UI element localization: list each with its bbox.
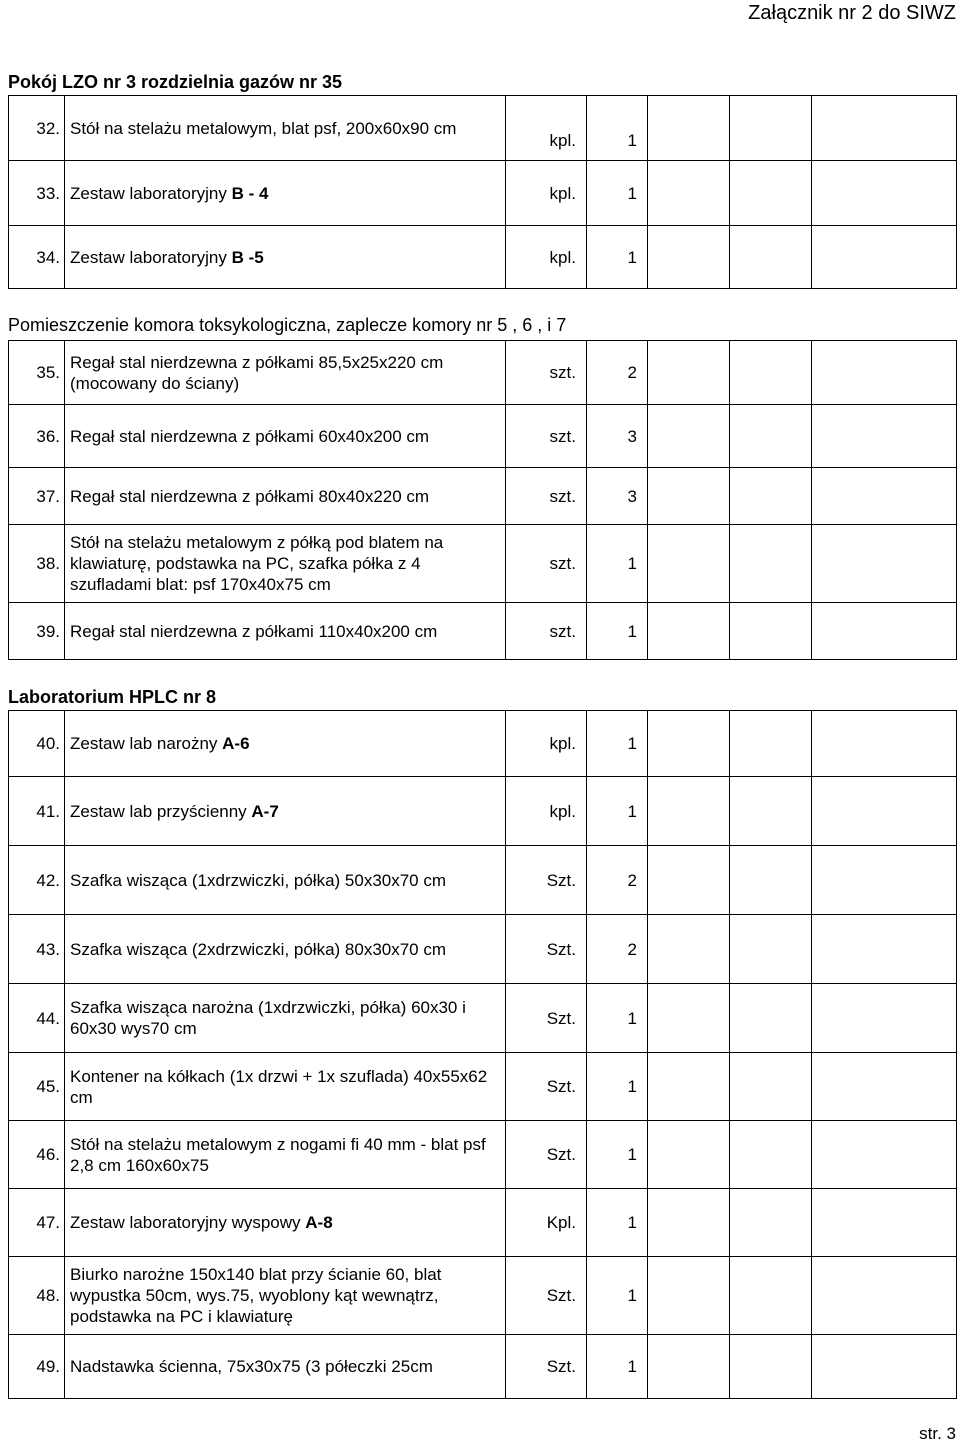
item-description-text: Zestaw laboratoryjny wyspowy <box>70 1213 306 1232</box>
empty-cell <box>812 915 957 984</box>
table-row <box>9 915 957 984</box>
empty-cell <box>812 1257 957 1335</box>
empty-cell <box>730 1053 812 1121</box>
item-unit: Szt. <box>506 1257 587 1335</box>
table-row <box>9 341 957 405</box>
item-number: 42. <box>9 846 65 915</box>
item-description-text: Zestaw lab narożny <box>70 734 223 753</box>
item-unit: szt. <box>506 525 587 603</box>
table-row <box>9 846 957 915</box>
section-title-hplc: Laboratorium HPLC nr 8 <box>8 687 217 707</box>
item-quantity: 1 <box>587 1257 648 1335</box>
item-description: Szafka wisząca (2xdrzwiczki, półka) 80x30x70 cm <box>65 915 506 984</box>
empty-cell <box>812 405 957 468</box>
empty-cell <box>648 1121 730 1189</box>
table-row <box>9 1189 957 1257</box>
item-quantity: 3 <box>587 405 648 468</box>
item-unit: szt. <box>506 405 587 468</box>
table-row <box>9 1257 957 1335</box>
empty-cell <box>730 711 812 777</box>
item-quantity: 1 <box>587 984 648 1053</box>
item-code: B -5 <box>231 247 264 267</box>
item-unit: szt. <box>506 603 587 660</box>
item-code: A-7 <box>251 801 279 821</box>
empty-cell <box>730 161 812 226</box>
table-row <box>9 161 957 226</box>
empty-cell <box>648 915 730 984</box>
empty-cell <box>648 226 730 289</box>
item-quantity: 1 <box>587 161 648 226</box>
item-number: 40. <box>9 711 65 777</box>
empty-cell <box>648 984 730 1053</box>
item-unit: Szt. <box>506 1053 587 1121</box>
item-unit: Szt. <box>506 846 587 915</box>
item-description: Stół na stelażu metalowym z nogami fi 40 mm - blat psf 2,8 cm 160x60x75 <box>65 1121 506 1189</box>
table-row <box>9 405 957 468</box>
item-quantity: 1 <box>587 711 648 777</box>
item-quantity: 1 <box>587 1053 648 1121</box>
item-number: 45. <box>9 1053 65 1121</box>
item-description: Szafka wisząca (1xdrzwiczki, półka) 50x30x70 cm <box>65 846 506 915</box>
item-description: Regał stal nierdzewna z półkami 110x40x200 cm <box>65 603 506 660</box>
item-number: 47. <box>9 1189 65 1257</box>
empty-cell <box>812 984 957 1053</box>
items-table-toxicology <box>8 340 957 660</box>
empty-cell <box>648 711 730 777</box>
empty-cell <box>812 96 957 161</box>
item-number: 41. <box>9 777 65 846</box>
item-description <box>65 777 506 846</box>
empty-cell <box>648 1257 730 1335</box>
item-unit: Szt. <box>506 1335 587 1399</box>
item-number: 35. <box>9 341 65 405</box>
item-quantity: 1 <box>587 603 648 660</box>
item-quantity: 2 <box>587 846 648 915</box>
empty-cell <box>812 603 957 660</box>
item-description: Kontener na kółkach (1x drzwi + 1x szuflada) 40x55x62 cm <box>65 1053 506 1121</box>
empty-cell <box>730 1335 812 1399</box>
item-number: 44. <box>9 984 65 1053</box>
empty-cell <box>812 777 957 846</box>
table-row <box>9 1053 957 1121</box>
item-quantity: 1 <box>587 1189 648 1257</box>
item-quantity: 2 <box>587 915 648 984</box>
empty-cell <box>730 341 812 405</box>
item-quantity: 2 <box>587 341 648 405</box>
item-number: 48. <box>9 1257 65 1335</box>
section-title-lzo: Pokój LZO nr 3 rozdzielnia gazów nr 35 <box>8 72 343 92</box>
empty-cell <box>812 1335 957 1399</box>
table-row <box>9 525 957 603</box>
item-unit: szt. <box>506 341 587 405</box>
table-row <box>9 226 957 289</box>
items-table-hplc <box>8 710 957 1399</box>
empty-cell <box>648 341 730 405</box>
item-description-text: Zestaw laboratoryjny <box>70 183 232 203</box>
item-number: 46. <box>9 1121 65 1189</box>
item-description: Regał stal nierdzewna z półkami 80x40x220 cm <box>65 468 506 525</box>
table-row <box>9 1335 957 1399</box>
item-unit: Kpl. <box>506 1189 587 1257</box>
item-description: Regał stal nierdzewna z półkami 85,5x25x220 cm (mocowany do ściany) <box>65 341 506 405</box>
item-code: A-6 <box>222 734 250 753</box>
empty-cell <box>730 1189 812 1257</box>
item-unit: kpl. <box>506 711 587 777</box>
item-unit: kpl. <box>506 161 587 226</box>
item-number: 36. <box>9 405 65 468</box>
empty-cell <box>812 1189 957 1257</box>
empty-cell <box>812 1121 957 1189</box>
table-row <box>9 603 957 660</box>
empty-cell <box>730 915 812 984</box>
empty-cell <box>730 603 812 660</box>
item-description <box>65 711 506 777</box>
item-description-text: Zestaw laboratoryjny <box>70 247 232 267</box>
item-description-text: Zestaw lab przyścienny <box>70 801 252 821</box>
item-description: Stół na stelażu metalowym, blat psf, 200x60x90 cm <box>65 96 506 161</box>
table-row <box>9 96 957 161</box>
item-quantity: 1 <box>587 1121 648 1189</box>
empty-cell <box>812 711 957 777</box>
table-row <box>9 777 957 846</box>
item-description: Stół na stelażu metalowym z półką pod blatem na klawiaturę, podstawka na PC, szafka półka z 4 szufladami blat: psf 170x40x75 cm <box>65 525 506 603</box>
item-code: B - 4 <box>231 183 269 203</box>
item-quantity: 1 <box>587 525 648 603</box>
empty-cell <box>730 777 812 846</box>
empty-cell <box>812 226 957 289</box>
empty-cell <box>730 226 812 289</box>
item-description: Nadstawka ścienna, 75x30x75 (3 półeczki 25cm <box>65 1335 506 1399</box>
items-table-lzo <box>8 95 957 289</box>
item-number: 49. <box>9 1335 65 1399</box>
empty-cell <box>648 603 730 660</box>
table-row <box>9 984 957 1053</box>
item-description <box>65 1189 506 1257</box>
item-description: Regał stal nierdzewna z półkami 60x40x200 cm <box>65 405 506 468</box>
empty-cell <box>730 96 812 161</box>
item-number: 37. <box>9 468 65 525</box>
item-number: 39. <box>9 603 65 660</box>
item-unit: kpl. <box>506 96 587 161</box>
item-description <box>65 226 506 289</box>
empty-cell <box>730 405 812 468</box>
empty-cell <box>730 984 812 1053</box>
empty-cell <box>730 846 812 915</box>
empty-cell <box>730 1121 812 1189</box>
empty-cell <box>648 1189 730 1257</box>
empty-cell <box>812 341 957 405</box>
item-number: 43. <box>9 915 65 984</box>
item-number: 38. <box>9 525 65 603</box>
item-quantity: 1 <box>587 1335 648 1399</box>
item-number: 34. <box>9 226 65 289</box>
item-unit: Szt. <box>506 1121 587 1189</box>
item-number: 32. <box>9 96 65 161</box>
empty-cell <box>648 525 730 603</box>
empty-cell <box>648 846 730 915</box>
empty-cell <box>730 1257 812 1335</box>
empty-cell <box>648 405 730 468</box>
item-number: 33. <box>9 161 65 226</box>
item-quantity: 1 <box>587 96 648 161</box>
empty-cell <box>648 96 730 161</box>
empty-cell <box>648 1335 730 1399</box>
empty-cell <box>812 1053 957 1121</box>
item-description: Biurko narożne 150x140 blat przy ścianie 60, blat wypustka 50cm, wys.75, wyoblony kąt wewnątrz, podstawka na PC i klawiaturę <box>65 1257 506 1335</box>
empty-cell <box>730 468 812 525</box>
item-code: A-8 <box>305 1213 333 1232</box>
empty-cell <box>648 468 730 525</box>
attachment-label: Załącznik nr 2 do SIWZ <box>748 2 956 24</box>
item-unit: kpl. <box>506 226 587 289</box>
item-quantity: 1 <box>587 226 648 289</box>
item-quantity: 3 <box>587 468 648 525</box>
item-description: Szafka wisząca narożna (1xdrzwiczki, półka) 60x30 i 60x30 wys70 cm <box>65 984 506 1053</box>
item-description <box>65 161 506 226</box>
table-row <box>9 1121 957 1189</box>
item-unit: Szt. <box>506 915 587 984</box>
empty-cell <box>812 525 957 603</box>
empty-cell <box>648 161 730 226</box>
item-quantity: 1 <box>587 777 648 846</box>
item-unit: szt. <box>506 468 587 525</box>
item-unit: kpl. <box>506 777 587 846</box>
item-unit: Szt. <box>506 984 587 1053</box>
empty-cell <box>730 525 812 603</box>
table-row <box>9 711 957 777</box>
empty-cell <box>648 1053 730 1121</box>
empty-cell <box>812 468 957 525</box>
empty-cell <box>648 777 730 846</box>
empty-cell <box>812 161 957 226</box>
section-title-toxicology: Pomieszczenie komora toksykologiczna, zaplecze komory nr 5 , 6 , i 7 <box>8 315 567 335</box>
page-number: str. 3 <box>919 1424 956 1443</box>
empty-cell <box>812 846 957 915</box>
table-row <box>9 468 957 525</box>
